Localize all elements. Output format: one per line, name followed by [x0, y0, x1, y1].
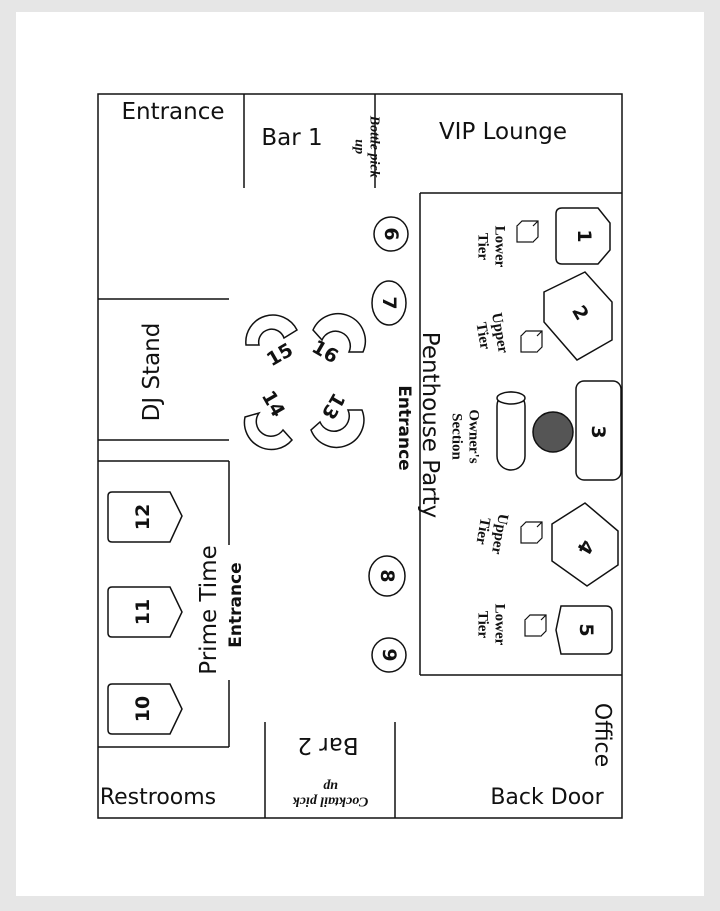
vip-lounge-label: VIP Lounge	[438, 119, 568, 145]
cocktail-pickup-label: Cocktail pick up	[292, 778, 369, 809]
table-4-label: 4	[572, 535, 598, 559]
penthouse-party-label: Penthouse Party	[417, 331, 443, 519]
cube-icon	[525, 615, 546, 636]
bar2-label: Bar 2	[297, 732, 359, 758]
owners-table-icon	[533, 412, 573, 452]
table-13-label: 13	[316, 389, 350, 423]
table-1-label: 1	[573, 229, 595, 243]
table-5-label: 5	[575, 623, 597, 637]
table-12-label: 12	[132, 503, 154, 531]
table-9-label: 9	[378, 648, 400, 662]
table-6-label: 6	[380, 227, 402, 241]
table-8-label: 8	[376, 569, 398, 583]
bar1-label: Bar 1	[261, 125, 323, 151]
table-14-shape[interactable]	[244, 413, 292, 450]
table-3-label: 3	[587, 425, 609, 439]
prime-time-label: Prime Time	[196, 545, 222, 675]
penthouse-entrance-label: Entrance	[394, 385, 414, 471]
cube-icon	[517, 221, 538, 242]
cube-icon	[521, 522, 542, 543]
owners-couch-top	[497, 392, 525, 404]
owners-section-label: Owner's Section	[449, 409, 482, 464]
tier-1-label: Lower Tier	[475, 225, 508, 268]
office-label: Office	[589, 702, 615, 768]
tier-4-label: Upper Tier	[472, 512, 511, 556]
back-door-label: Back Door	[490, 785, 604, 810]
dj-stand-label: DJ Stand	[139, 322, 165, 422]
table-15-shape[interactable]	[246, 315, 297, 345]
table-2-label: 2	[567, 301, 593, 325]
table-14-label: 14	[256, 387, 290, 421]
cube-icon	[521, 331, 542, 352]
table-7-label: 7	[378, 296, 400, 310]
table-11-label: 11	[132, 598, 154, 626]
tier-5-label: Lower Tier	[475, 603, 508, 646]
table-10-label: 10	[132, 695, 154, 723]
restrooms-label: Restrooms	[99, 785, 217, 810]
entrance-label: Entrance	[121, 99, 225, 125]
prime-time-entrance-label: Entrance	[226, 562, 246, 648]
bottle-pickup-label: Bottle pick up	[352, 115, 382, 178]
table-15-label: 15	[263, 338, 297, 372]
tier-2-label: Upper Tier	[472, 311, 511, 355]
table-16-label: 16	[308, 335, 342, 369]
